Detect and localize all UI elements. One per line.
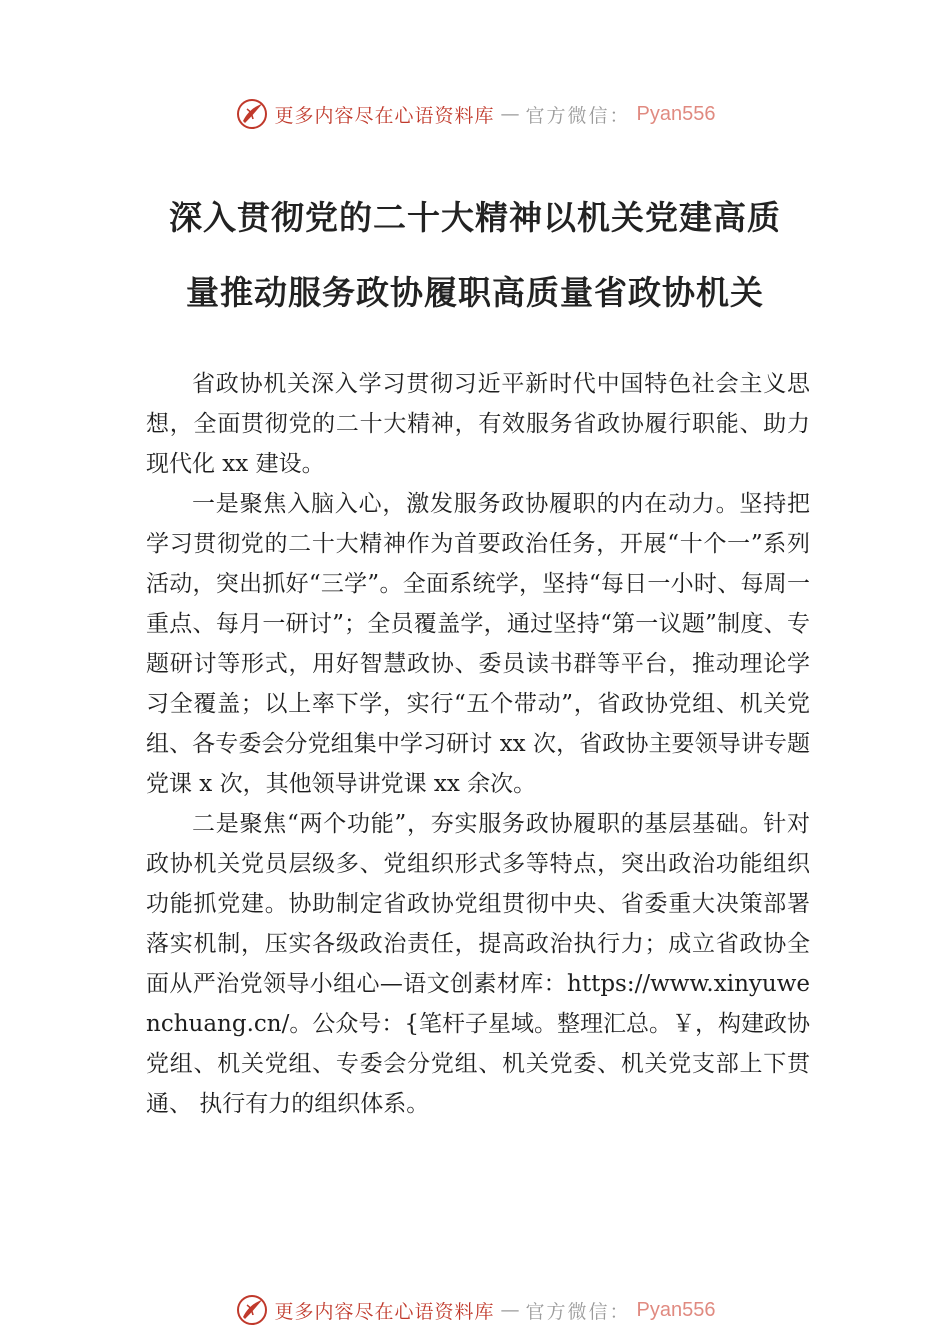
watermark-separator: — xyxy=(500,1299,520,1321)
watermark-wechat-id: Pyan556 xyxy=(636,1298,716,1321)
header-watermark xyxy=(0,94,950,134)
watermark-separator: — xyxy=(500,103,520,125)
watermark-site-text: 更多内容尽在心语资料库 xyxy=(274,1300,495,1323)
body-paragraph-functions: 二是聚焦“两个功能”，夯实服务政协履职的基层基础。针对政协机关党员层级多、党组织形式多等特点，突出政治功能组织功能抓党建。协助制定省政协党组贯彻中央、省委重大决策部署落实机制，压实各级政治责任，提高政治执行力；成立省政协全面从严治党领导小组心—语文创素材库：https://www.xinyuwenchuang.cn/。公众号：{笔杆子星域。整理汇总。￥，构建政协党组、机关党组、专委会分党组、机关党委、机关党支部上下贯通、 执行有力的组织体系。 xyxy=(146,811,810,1117)
document-title-line-2: 量推动服务政协履职高质量省政协机关 xyxy=(186,273,764,312)
watermark-wechat-id: Pyan556 xyxy=(636,102,716,125)
document-title-line-1: 深入贯彻党的二十大精神以机关党建高质 xyxy=(169,198,781,237)
brand-logo-icon xyxy=(235,1293,269,1327)
brand-logo-icon xyxy=(235,97,269,131)
document-body xyxy=(146,364,810,1124)
footer-watermark xyxy=(0,1290,950,1330)
body-paragraph-intro: 省政协机关深入学习贯彻习近平新时代中国特色社会主义思想，全面贯彻党的二十大精神，有效服务省政协履行职能、助力现代化 xx 建设。 xyxy=(146,371,810,477)
watermark-site-text: 更多内容尽在心语资料库 xyxy=(274,104,495,127)
watermark-wechat-label: 官方微信： xyxy=(525,104,631,127)
watermark-wechat-label: 官方微信： xyxy=(525,1300,631,1323)
body-paragraph-study: 一是聚焦入脑入心，激发服务政协履职的内在动力。坚持把学习贯彻党的二十大精神作为首要政治任务，开展“十个一”系列活动，突出抓好“三学”。全面系统学，坚持“每日一小时、每周一重点、每月一研讨”；全员覆盖学，通过坚持“第一议题”制度、专题研讨等形式，用好智慧政协、委员读书群等平台，推动理论学习全覆盖；以上率下学，实行“五个带动”，省政协党组、机关党组、各专委会分党组集中学习研讨 xx 次，省政协主要领导讲专题党课 x 次，其他领导讲党课 xx 余次。 xyxy=(146,491,810,797)
